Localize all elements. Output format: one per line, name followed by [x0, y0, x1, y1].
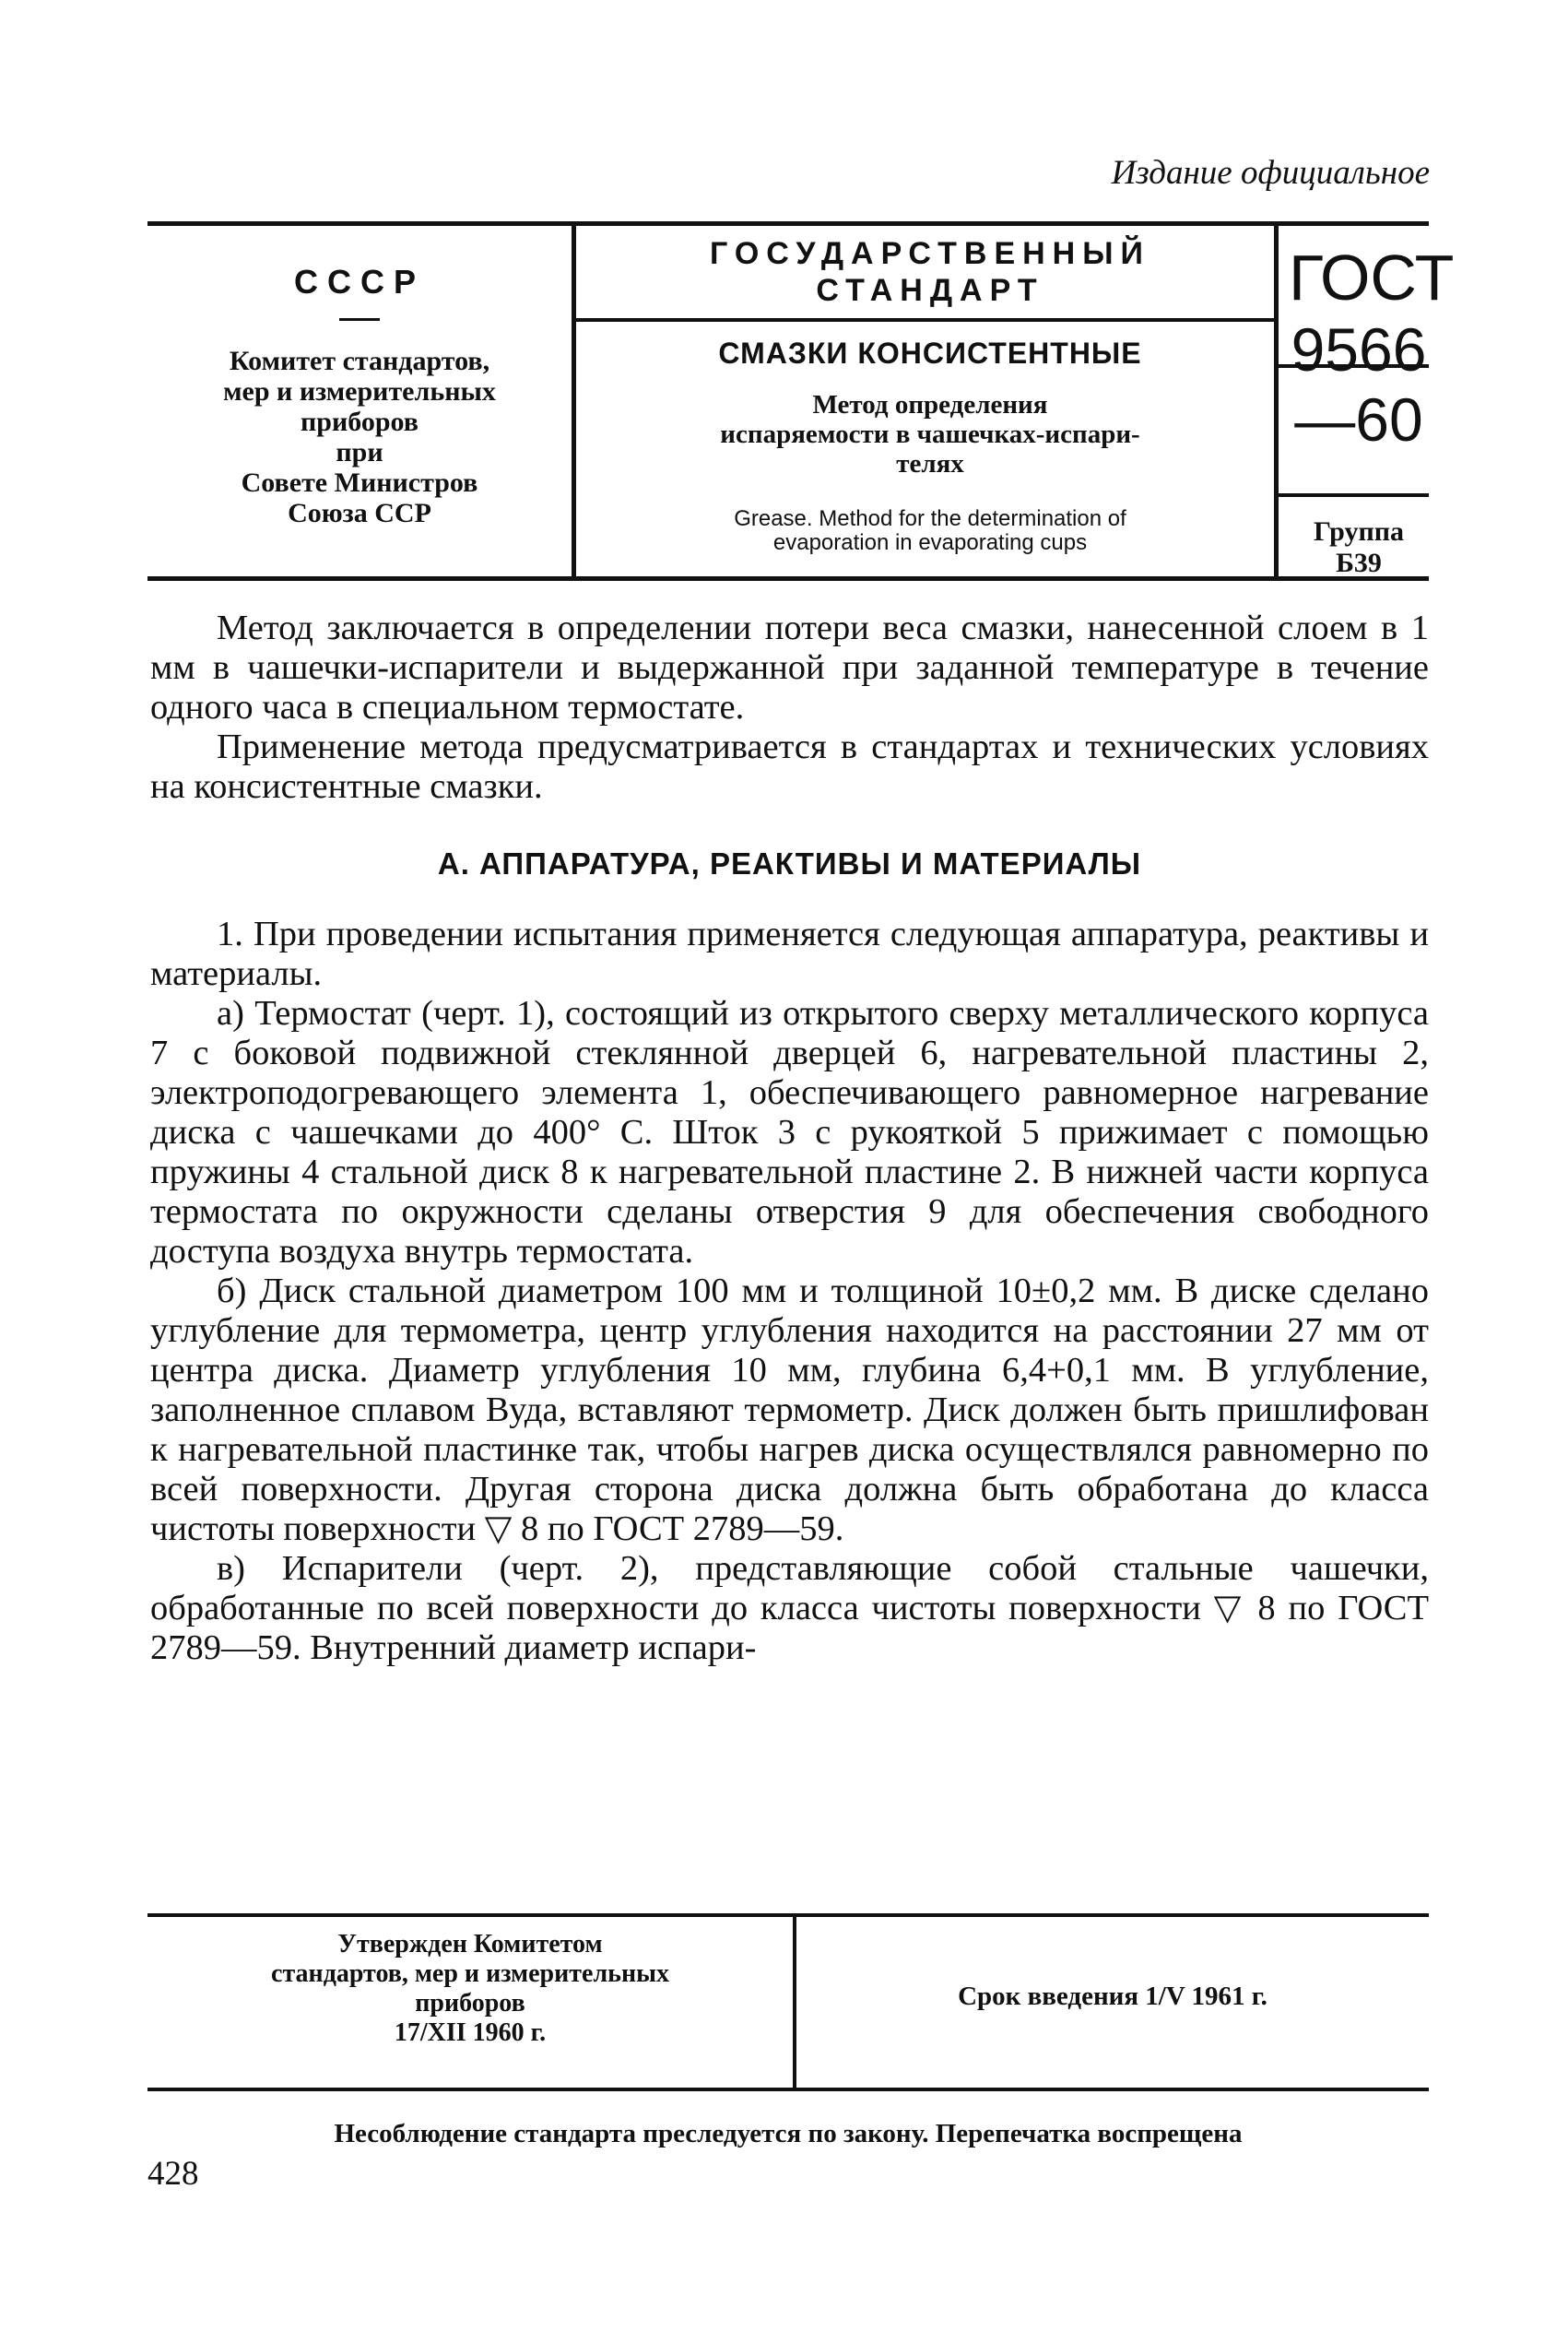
clause-paragraph: а) Термостат (черт. 1), состоящий из открытого сверху металлического корпуса 7 с боковой подвижной стеклянной дверцей 6, нагревательной пластины 2, электроподогревающего элемента 1, обеспечивающего равномерное нагревание диска с чашечками до 400° С. Шток 3 с рукояткой 5 прижимает с помощью пружины 4 стальной диск 8 к нагревательной пластине 2. В нижней части корпуса термостата по окружности сделаны отверстия 9 для обеспечения свободного доступа воздуха внутрь термостата. — [150, 994, 1429, 1271]
country-dash — [339, 318, 380, 321]
clause-paragraph: 1. При проведении испытания применяется следующая аппаратура, реактивы и материалы. — [150, 915, 1429, 993]
method-en-line: evaporation in evaporating cups — [772, 530, 1088, 555]
approval-line: приборов — [415, 1989, 525, 2017]
clause-paragraph: б) Диск стальной диаметром 100 мм и толщиной 10±0,2 мм. В диске сделано углубление для термометра, центр углубления находится на расстоянии 27 мм от центра диска. Диаметр углубления 10 мм, глубина 6,4+0,1 мм. В углубление, заполненное сплавом Вуда, вставляют термометр. Диск должен быть пришлифован к нагревательной пластинке так, чтобы нагрев диска осуществлялся равномерно по всей поверхности. Другая сторона диска должна быть обработана до класса чистоты поверхности ▽ 8 по ГОСТ 2789—59. — [150, 1272, 1429, 1548]
header-table — [147, 221, 1455, 581]
method-title-ru — [586, 390, 1274, 479]
header-divider-left — [572, 226, 576, 576]
standard-type — [586, 235, 1274, 309]
method-line: Метод определения — [812, 390, 1048, 420]
clause-paragraph: в) Испарители (черт. 2), представляющие собой стальные чашечки, обработанные по всей поверхности до класса чистоты поверхности ▽ 8 по ГОСТ 2789—59. Внутренний диаметр испари- — [150, 1549, 1429, 1667]
gost-label: ГОСТ — [1289, 242, 1455, 314]
header-divider-right — [1274, 226, 1279, 576]
edition-note: Издание официальное — [1111, 154, 1430, 192]
standard-type-line: ГОСУДАРСТВЕННЫЙ — [710, 236, 1150, 271]
group-code: Группа Б39 — [1313, 516, 1405, 578]
committee-line: Совете Министров — [241, 467, 478, 498]
document-title: СМАЗКИ КОНСИСТЕНТНЫЕ — [718, 337, 1142, 370]
header-rule-middle — [576, 318, 1274, 322]
committee-line: при — [336, 437, 383, 467]
document-body — [150, 609, 1429, 1668]
effective-date: Срок введения 1/V 1961 г. — [958, 1982, 1267, 2011]
approval-line: стандартов, мер и измерительных — [271, 1959, 669, 1988]
method-en-line: Grease. Method for the determination of — [734, 506, 1126, 531]
method-title-en — [586, 507, 1274, 555]
committee-name — [147, 346, 572, 528]
approval-line: 17/XII 1960 г. — [394, 2018, 547, 2047]
country: СССР — [293, 263, 425, 301]
committee-line: приборов — [301, 407, 419, 437]
header-rule-right-2 — [1279, 493, 1429, 497]
footer-table — [147, 1913, 1429, 2091]
page-number: 428 — [147, 2155, 199, 2193]
method-line: испаряемости в чашечках-испари- — [720, 420, 1140, 449]
committee-line: Комитет стандартов, — [229, 346, 490, 376]
approval-info — [147, 1930, 793, 2048]
legal-notice: Несоблюдение стандарта преследуется по закону. Перепечатка воспрещена — [334, 2119, 1243, 2148]
method-line: телях — [896, 449, 964, 479]
section-heading: А. АППАРАТУРА, РЕАКТИВЫ И МАТЕРИАЛЫ — [437, 846, 1142, 881]
approval-line: Утвержден Комитетом — [337, 1930, 603, 1958]
gost-number: 9566—60 — [1291, 315, 1427, 454]
committee-line: Союза ССР — [288, 498, 431, 528]
committee-line: мер и измерительных — [223, 376, 496, 407]
intro-paragraph: Применение метода предусматривается в стандартах и технических условиях на консистентные смазки. — [150, 728, 1429, 806]
intro-paragraph: Метод заключается в определении потери веса смазки, нанесенной слоем в 1 мм в чашечки-испарители и выдержанной при заданной температуре в течение одного часа в специальном термостате. — [150, 609, 1429, 727]
standard-type-line: СТАНДАРТ — [816, 273, 1044, 308]
